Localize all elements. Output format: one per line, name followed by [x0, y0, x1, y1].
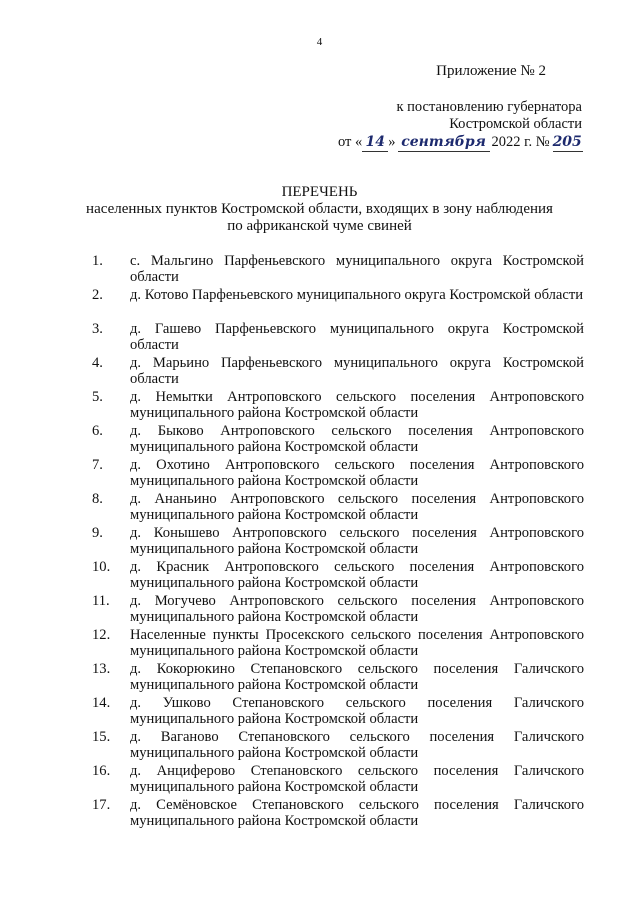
appendix-label: Приложение № 2 — [436, 63, 546, 79]
list-item-number: 1. — [92, 253, 103, 269]
list-item — [92, 693, 584, 727]
list-item — [92, 319, 584, 353]
list-item-number: 6. — [92, 423, 103, 439]
list-item-number: 4. — [92, 355, 103, 371]
list-item-number: 7. — [92, 457, 103, 473]
list-item — [92, 285, 584, 319]
date-close-quote: » — [388, 134, 396, 150]
list-item-text: д. Кокорюкино Степановского сельского поселения Галичского муниципального района Костромской области — [130, 661, 584, 693]
resolution-reference — [322, 99, 582, 133]
title-line-3: по африканской чуме свиней — [227, 218, 412, 234]
list-item — [92, 251, 584, 285]
list-item-text: Населенные пункты Просекского сельского поселения Антроповского муниципального района Костромской области — [130, 627, 584, 659]
list-item-text: д. Марьино Парфеньевского муниципального округа Костромской области — [130, 355, 584, 387]
resolution-line-1: к постановлению губернатора — [396, 99, 582, 115]
list-item — [92, 591, 584, 625]
list-item — [92, 455, 584, 489]
list-item-number: 5. — [92, 389, 103, 405]
list-item-text: д. Немытки Антроповского сельского поселения Антроповского муниципального района Костромской области — [130, 389, 584, 421]
list-item-text: д. Ушково Степановского сельского поселения Галичского муниципального района Костромской области — [130, 695, 584, 727]
list-item-number: 11. — [92, 593, 110, 609]
list-item — [92, 557, 584, 591]
list-item-text: д. Гашево Парфеньевского муниципального округа Костромской области — [130, 321, 584, 353]
list-item-number: 12. — [92, 627, 111, 643]
handwritten-day: 14 — [362, 133, 388, 152]
list-item — [92, 523, 584, 557]
list-item-number: 16. — [92, 763, 111, 779]
list-item-number: 15. — [92, 729, 111, 745]
list-item-number: 9. — [92, 525, 103, 541]
list-item-text: д. Быково Антроповского сельского поселения Антроповского муниципального района Костромской области — [130, 423, 584, 455]
list-item — [92, 659, 584, 693]
list-item-number: 2. — [92, 287, 103, 303]
list-item — [92, 353, 584, 387]
list-item — [92, 795, 584, 829]
list-item-text: д. Ананьино Антроповского сельского поселения Антроповского муниципального района Костромской области — [130, 491, 584, 523]
list-item — [92, 489, 584, 523]
page-number: 4 — [316, 36, 323, 48]
list-item-text: д. Ваганово Степановского сельского поселения Галичского муниципального района Костромской области — [130, 729, 584, 761]
list-item-text: д. Конышево Антроповского сельского поселения Антроповского муниципального района Костромской области — [130, 525, 584, 557]
resolution-line-2: Костромской области — [449, 116, 582, 132]
list-item-text: с. Мальгино Парфеньевского муниципального округа Костромской области — [130, 253, 584, 285]
list-item-number: 17. — [92, 797, 111, 813]
list-item-number: 14. — [92, 695, 111, 711]
list-item — [92, 727, 584, 761]
list-item — [92, 625, 584, 659]
list-item-text: д. Красник Антроповского сельского поселения Антроповского муниципального района Костромской области — [130, 559, 584, 591]
document-title — [0, 184, 639, 235]
handwritten-month: сентября — [398, 133, 490, 152]
list-item-text: д. Котово Парфеньевского муниципального округа Костромской области — [130, 287, 584, 303]
handwritten-document-number: 205 — [552, 134, 582, 150]
list-item-number: 8. — [92, 491, 103, 507]
list-item-text: д. Охотино Антроповского сельского поселения Антроповского муниципального района Костромской области — [130, 457, 584, 489]
list-item — [92, 421, 584, 455]
resolution-date-line — [338, 133, 583, 152]
list-item-number: 13. — [92, 661, 111, 677]
list-item — [92, 387, 584, 421]
list-item-text: д. Могучево Антроповского сельского поселения Антроповского муниципального района Костромской области — [130, 593, 584, 625]
title-line-2: населенных пунктов Костромской области, входящих в зону наблюдения — [86, 201, 553, 217]
date-prefix: от « — [338, 134, 363, 150]
list-item-text: д. Семёновское Степановского сельского поселения Галичского муниципального района Костромской области — [130, 797, 584, 829]
list-item-number: 10. — [92, 559, 111, 575]
list-item-text: д. Анциферово Степановского сельского поселения Галичского муниципального района Костромской области — [130, 763, 584, 795]
date-year-number-label: 2022 г. № — [491, 134, 550, 150]
list-item — [92, 761, 584, 795]
list-item-number: 3. — [92, 321, 103, 337]
title-heading: ПЕРЕЧЕНЬ — [281, 184, 358, 200]
settlement-list — [92, 251, 584, 829]
